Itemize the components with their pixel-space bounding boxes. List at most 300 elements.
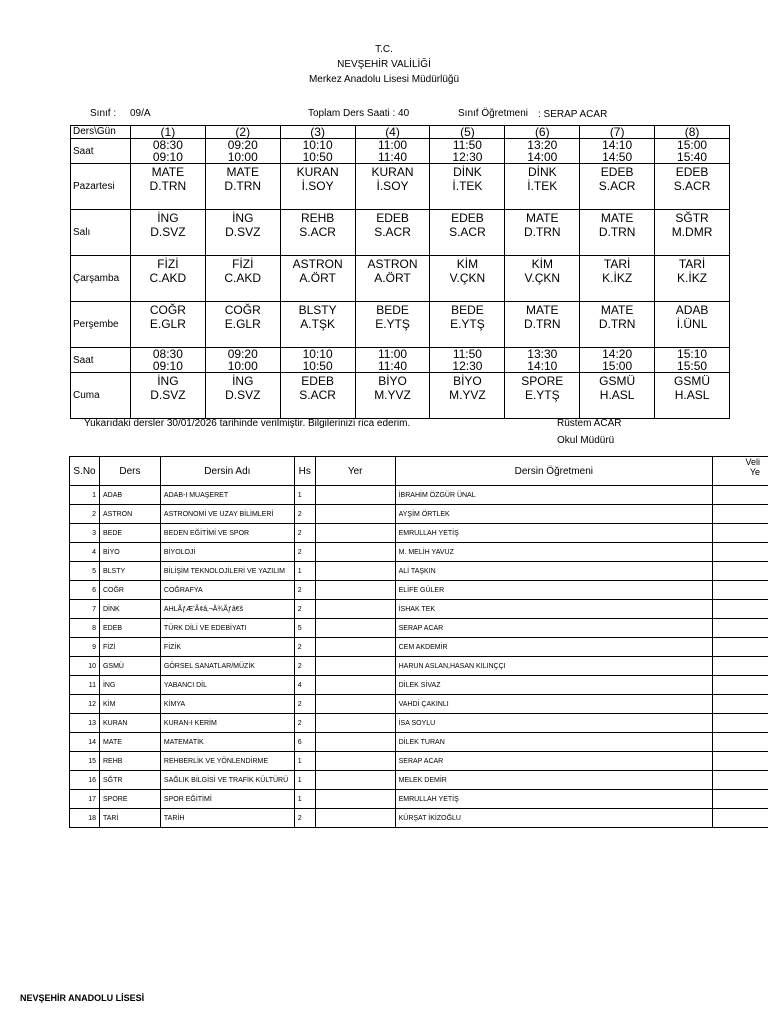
course-teacher: KÜRŞAT İKİZOĞLU <box>395 809 712 828</box>
header-governorship: NEVŞEHİR VALİLİĞİ <box>337 59 431 70</box>
course-teacher: ELİFE GÜLER <box>395 581 712 600</box>
lesson-code: İNG <box>232 374 254 388</box>
course-location <box>315 771 395 790</box>
lesson-cell <box>355 164 430 210</box>
lesson-code: REHB <box>300 211 335 225</box>
lesson-teacher: E.GLR <box>224 317 261 331</box>
course-name: TÜRK DİLİ VE EDEBİYATI <box>160 619 294 638</box>
time-slot <box>280 139 355 164</box>
course-teacher: CEM AKDEMİR <box>395 638 712 657</box>
course-code: BİYO <box>99 543 160 562</box>
time-label: Saat <box>71 139 131 164</box>
course-number: 4 <box>70 543 100 562</box>
course-row <box>70 733 768 752</box>
column-header: Dersin Öğretmeni <box>395 457 712 486</box>
time-start: 10:10 <box>302 347 333 361</box>
lesson-teacher: A.TŞK <box>300 317 335 331</box>
lesson-teacher: K.İKZ <box>677 271 708 285</box>
course-location <box>315 524 395 543</box>
time-start: 14:20 <box>602 347 633 361</box>
course-code: EDEB <box>99 619 160 638</box>
course-parent <box>713 657 768 676</box>
course-code: İNG <box>99 676 160 695</box>
day-name: Çarşamba <box>71 256 131 302</box>
course-row <box>70 619 768 638</box>
lesson-code: MATE <box>151 165 185 179</box>
course-header-row <box>70 457 768 486</box>
course-hours: 2 <box>294 543 315 562</box>
time-end: 10:00 <box>227 359 258 373</box>
lesson-teacher: H.ASL <box>674 388 710 402</box>
footer-school-name: NEVŞEHİR ANADOLU LİSESİ <box>20 993 145 1003</box>
course-row <box>70 524 768 543</box>
course-row <box>70 809 768 828</box>
day-row <box>71 256 730 302</box>
lesson-cell <box>505 302 580 348</box>
header-school: Merkez Anadolu Lisesi Müdürlüğü <box>308 74 460 85</box>
time-slot <box>205 139 280 164</box>
course-location <box>315 505 395 524</box>
course-code: TARİ <box>99 809 160 828</box>
course-location <box>315 581 395 600</box>
lesson-teacher: K.İKZ <box>602 271 633 285</box>
course-code: REHB <box>99 752 160 771</box>
course-parent <box>713 619 768 638</box>
course-number: 16 <box>70 771 100 790</box>
time-slot <box>655 348 730 373</box>
header-parent-line1: Veli <box>745 457 760 467</box>
time-start: 09:20 <box>227 347 258 361</box>
course-code: DİNK <box>99 600 160 619</box>
course-hours: 4 <box>294 676 315 695</box>
time-start: 13:20 <box>527 138 558 152</box>
course-code: SPORE <box>99 790 160 809</box>
course-hours: 2 <box>294 714 315 733</box>
lesson-cell <box>505 256 580 302</box>
lesson-teacher: D.SVZ <box>225 388 261 402</box>
course-parent <box>713 562 768 581</box>
course-location <box>315 676 395 695</box>
time-end: 10:00 <box>227 150 258 164</box>
course-location <box>315 619 395 638</box>
lesson-teacher: D.TRN <box>149 179 187 193</box>
course-code: BEDE <box>99 524 160 543</box>
day-name: Perşembe <box>71 302 131 348</box>
course-teacher: HARUN ASLAN,HASAN KILINÇÇI <box>395 657 712 676</box>
lesson-teacher: A.ÖRT <box>299 271 336 285</box>
course-parent <box>713 600 768 619</box>
lesson-cell <box>280 256 355 302</box>
lesson-cell <box>430 373 505 419</box>
time-start: 14:10 <box>602 138 633 152</box>
course-code: BLSTY <box>99 562 160 581</box>
lesson-cell <box>580 164 655 210</box>
course-location <box>315 733 395 752</box>
time-end: 14:00 <box>527 150 558 164</box>
course-name: TARİH <box>160 809 294 828</box>
lesson-code: GSMÜ <box>674 374 711 388</box>
lesson-cell <box>655 164 730 210</box>
lesson-teacher: H.ASL <box>599 388 635 402</box>
lesson-cell <box>205 210 280 256</box>
lesson-code: KURAN <box>296 165 339 179</box>
day-name: Pazartesi <box>71 164 131 210</box>
course-location <box>315 638 395 657</box>
period-header: (7) <box>580 126 655 139</box>
lesson-code: MATE <box>226 165 259 179</box>
lesson-cell <box>580 210 655 256</box>
course-teacher: M. MELİH YAVUZ <box>395 543 712 562</box>
course-hours: 2 <box>294 505 315 524</box>
lesson-code: EDEB <box>675 165 709 179</box>
corner-label: Ders\Gün <box>71 126 131 139</box>
lesson-cell <box>430 210 505 256</box>
time-slot <box>355 139 430 164</box>
course-teacher: AYŞİM ÖRTLEK <box>395 505 712 524</box>
lesson-cell <box>430 302 505 348</box>
lesson-cell <box>355 302 430 348</box>
course-name: BİYOLOJİ <box>160 543 294 562</box>
course-code: ASTRON <box>99 505 160 524</box>
class-label: Sınıf : <box>90 108 117 119</box>
course-name: SPOR EĞİTİMİ <box>160 790 294 809</box>
lesson-code: GSMÜ <box>599 374 636 388</box>
lesson-teacher: M.DMR <box>671 225 713 239</box>
course-teacher: VAHDİ ÇAKINLI <box>395 695 712 714</box>
course-hours: 2 <box>294 600 315 619</box>
course-name: ADAB-I MUAŞERET <box>160 486 294 505</box>
lesson-code: DİNK <box>453 165 482 179</box>
course-name: AHLÃƒÆ’Ã¢â‚¬Å¾Ãƒâ€š <box>160 600 294 619</box>
lesson-cell <box>205 302 280 348</box>
lesson-teacher: D.SVZ <box>225 225 261 239</box>
class-teacher-label: Sınıf Öğretmeni <box>458 108 529 119</box>
course-teacher: İSHAK TEK <box>395 600 712 619</box>
course-parent <box>713 581 768 600</box>
course-row <box>70 486 768 505</box>
lesson-cell <box>655 373 730 419</box>
course-teacher: SERAP ACAR <box>395 752 712 771</box>
lesson-cell <box>505 210 580 256</box>
column-header: Ders <box>99 457 160 486</box>
lesson-cell <box>580 256 655 302</box>
course-number: 14 <box>70 733 100 752</box>
time-start: 11:50 <box>452 347 482 361</box>
course-code: SĞTR <box>99 771 160 790</box>
course-number: 17 <box>70 790 100 809</box>
time-start: 13:30 <box>527 347 558 361</box>
course-parent <box>713 752 768 771</box>
course-code: FİZİ <box>99 638 160 657</box>
lesson-code: MATE <box>600 211 634 225</box>
day-row <box>71 164 730 210</box>
lesson-cell <box>130 256 205 302</box>
time-end: 14:50 <box>602 150 633 164</box>
course-hours: 2 <box>294 695 315 714</box>
period-header: (6) <box>505 126 580 139</box>
header-tc: T.C. <box>375 44 393 55</box>
time-end: 14:10 <box>527 359 558 373</box>
lesson-code: EDEB <box>451 211 484 225</box>
lesson-teacher: V.ÇKN <box>449 271 486 285</box>
lesson-code: DİNK <box>527 165 557 179</box>
lesson-code: BİYO <box>453 374 482 388</box>
lesson-code: BİYO <box>378 374 407 388</box>
course-code: MATE <box>99 733 160 752</box>
column-header-parent <box>713 457 768 486</box>
course-parent <box>713 543 768 562</box>
lesson-code: BLSTY <box>298 303 337 317</box>
lesson-code: BEDE <box>376 303 409 317</box>
lesson-teacher: C.AKD <box>149 271 187 285</box>
time-start: 08:30 <box>152 138 183 152</box>
course-parent <box>713 790 768 809</box>
course-hours: 5 <box>294 619 315 638</box>
course-row <box>70 505 768 524</box>
course-row <box>70 638 768 657</box>
time-slot <box>130 348 205 373</box>
time-end: 12:30 <box>452 359 483 373</box>
lesson-code: MATE <box>600 303 634 317</box>
course-number: 13 <box>70 714 100 733</box>
course-teacher: ALİ TAŞKIN <box>395 562 712 581</box>
lesson-teacher: E.GLR <box>149 317 186 331</box>
lesson-teacher: C.AKD <box>224 271 262 285</box>
lesson-teacher: D.TRN <box>598 317 636 331</box>
time-end: 11:40 <box>377 150 408 164</box>
lesson-cell <box>430 164 505 210</box>
time-start: 10:10 <box>302 138 333 152</box>
time-start: 11:00 <box>377 347 408 361</box>
course-hours: 1 <box>294 771 315 790</box>
course-name: YABANCI DİL <box>160 676 294 695</box>
lesson-teacher: S.ACR <box>299 388 336 402</box>
time-end: 11:40 <box>377 359 408 373</box>
course-teacher: SERAP ACAR <box>395 619 712 638</box>
course-code: KİM <box>99 695 160 714</box>
course-name: ASTRONOMİ VE UZAY BİLİMLERİ <box>160 505 294 524</box>
course-parent <box>713 695 768 714</box>
lesson-teacher: İ.SOY <box>376 179 409 193</box>
time-slot <box>130 139 205 164</box>
lesson-code: SĞTR <box>675 211 709 225</box>
time-slot <box>355 348 430 373</box>
course-number: 7 <box>70 600 100 619</box>
period-header: (1) <box>130 126 205 139</box>
course-row <box>70 790 768 809</box>
course-location <box>315 562 395 581</box>
course-teacher: EMRULLAH YETİŞ <box>395 790 712 809</box>
time-slot <box>505 139 580 164</box>
course-row <box>70 657 768 676</box>
course-name: KİMYA <box>160 695 294 714</box>
day-row <box>71 373 730 419</box>
time-end: 15:50 <box>677 359 708 373</box>
lesson-teacher: S.ACR <box>449 225 486 239</box>
lesson-teacher: İ.TEK <box>527 179 558 193</box>
column-header: S.No <box>70 457 100 486</box>
lesson-cell <box>130 164 205 210</box>
lesson-code: İNG <box>157 211 179 225</box>
lesson-cell <box>505 164 580 210</box>
lesson-teacher: M.YVZ <box>374 388 411 402</box>
course-parent <box>713 733 768 752</box>
lesson-code: ADAB <box>675 303 709 317</box>
lesson-cell <box>205 373 280 419</box>
lesson-cell <box>580 302 655 348</box>
time-start: 15:10 <box>677 347 708 361</box>
lesson-teacher: M.YVZ <box>449 388 486 402</box>
course-code: KURAN <box>99 714 160 733</box>
course-row <box>70 695 768 714</box>
course-number: 2 <box>70 505 100 524</box>
course-row <box>70 771 768 790</box>
course-teacher: İSA SOYLU <box>395 714 712 733</box>
column-header: Dersin Adı <box>160 457 294 486</box>
time-end: 09:10 <box>152 150 183 164</box>
lesson-code: TARİ <box>678 257 706 271</box>
day-name: Cuma <box>71 373 131 419</box>
course-number: 11 <box>70 676 100 695</box>
lesson-teacher: İ.TEK <box>452 179 483 193</box>
course-teacher: DİLEK SİVAZ <box>395 676 712 695</box>
course-name: KURAN-I KERİM <box>160 714 294 733</box>
course-number: 18 <box>70 809 100 828</box>
lesson-code: BEDE <box>451 303 484 317</box>
course-hours: 1 <box>294 752 315 771</box>
lesson-code: EDEB <box>600 165 634 179</box>
course-name: MATEMATİK <box>160 733 294 752</box>
lesson-code: ASTRON <box>367 257 418 271</box>
time-label: Saat <box>71 348 131 373</box>
course-code: ADAB <box>99 486 160 505</box>
course-parent <box>713 714 768 733</box>
course-location <box>315 790 395 809</box>
total-hours-label: Toplam Ders Saati : 40 <box>308 108 410 119</box>
lesson-cell <box>355 256 430 302</box>
lesson-cell <box>655 302 730 348</box>
day-row <box>71 210 730 256</box>
lesson-code: FİZİ <box>157 257 179 271</box>
lesson-cell <box>130 210 205 256</box>
lesson-code: ASTRON <box>292 257 343 271</box>
course-number: 10 <box>70 657 100 676</box>
time-end: 09:10 <box>152 359 183 373</box>
course-number: 9 <box>70 638 100 657</box>
lesson-teacher: S.ACR <box>598 179 636 193</box>
time-slot <box>655 139 730 164</box>
course-row <box>70 562 768 581</box>
lesson-teacher: İ.ÜNL <box>676 317 708 331</box>
course-teacher: İBRAHİM ÖZGÜR ÜNAL <box>395 486 712 505</box>
principal-name: Rüstem ACAR <box>557 418 622 429</box>
lesson-teacher: D.TRN <box>523 225 561 239</box>
lesson-code: FİZİ <box>232 257 254 271</box>
lesson-cell <box>655 210 730 256</box>
period-header: (8) <box>655 126 730 139</box>
lesson-cell <box>355 210 430 256</box>
lesson-code: KİM <box>531 257 553 271</box>
course-name: GÖRSEL SANATLAR/MÜZİK <box>160 657 294 676</box>
time-slot <box>505 348 580 373</box>
course-hours: 2 <box>294 657 315 676</box>
class-teacher-value: : SERAP ACAR <box>538 109 608 120</box>
time-end: 15:40 <box>677 150 708 164</box>
header-parent-line2: Ye <box>749 467 760 477</box>
schedule-header-row <box>71 126 730 139</box>
lesson-teacher: D.TRN <box>224 179 262 193</box>
course-parent <box>713 638 768 657</box>
course-parent <box>713 486 768 505</box>
course-hours: 2 <box>294 581 315 600</box>
course-number: 5 <box>70 562 100 581</box>
lesson-code: KİM <box>456 257 479 271</box>
course-number: 15 <box>70 752 100 771</box>
course-hours: 1 <box>294 562 315 581</box>
course-hours: 6 <box>294 733 315 752</box>
course-parent <box>713 676 768 695</box>
time-slot <box>580 348 655 373</box>
course-parent <box>713 524 768 543</box>
course-number: 1 <box>70 486 100 505</box>
time-start: 08:30 <box>152 347 183 361</box>
lesson-teacher: İ.SOY <box>301 179 334 193</box>
course-row <box>70 676 768 695</box>
course-name: SAĞLIK BİLGİSİ VE TRAFİK KÜLTÜRÜ <box>160 771 294 790</box>
course-location <box>315 657 395 676</box>
course-list <box>69 456 768 828</box>
course-parent <box>713 809 768 828</box>
lesson-code: COĞR <box>224 303 261 317</box>
day-row <box>71 302 730 348</box>
course-location <box>315 714 395 733</box>
lesson-cell <box>205 164 280 210</box>
lesson-teacher: S.ACR <box>673 179 711 193</box>
course-location <box>315 600 395 619</box>
lesson-code: İNG <box>157 374 179 388</box>
course-teacher: MELEK DEMİR <box>395 771 712 790</box>
course-row <box>70 543 768 562</box>
time-start: 15:00 <box>677 138 708 152</box>
lesson-teacher: E.YTŞ <box>450 317 485 331</box>
time-start: 11:50 <box>452 138 482 152</box>
course-location <box>315 752 395 771</box>
lesson-code: COĞR <box>149 303 186 317</box>
period-header: (3) <box>280 126 355 139</box>
time-slot <box>580 139 655 164</box>
course-name: COĞRAFYA <box>160 581 294 600</box>
course-row <box>70 581 768 600</box>
day-name: Salı <box>71 210 131 256</box>
lesson-code: MATE <box>526 211 559 225</box>
time-end: 12:30 <box>452 150 483 164</box>
lesson-code: SPORE <box>521 374 564 388</box>
lesson-cell <box>655 256 730 302</box>
course-parent <box>713 505 768 524</box>
course-number: 3 <box>70 524 100 543</box>
lesson-cell <box>130 302 205 348</box>
lesson-cell <box>130 373 205 419</box>
course-name: REHBERLİK VE YÖNLENDİRME <box>160 752 294 771</box>
lesson-cell <box>355 373 430 419</box>
period-header: (5) <box>430 126 505 139</box>
lesson-code: EDEB <box>376 211 409 225</box>
column-header: Hs <box>294 457 315 486</box>
time-slot <box>205 348 280 373</box>
time-slot <box>430 348 505 373</box>
principal-title: Okul Müdürü <box>557 435 615 446</box>
lesson-teacher: D.SVZ <box>150 225 186 239</box>
